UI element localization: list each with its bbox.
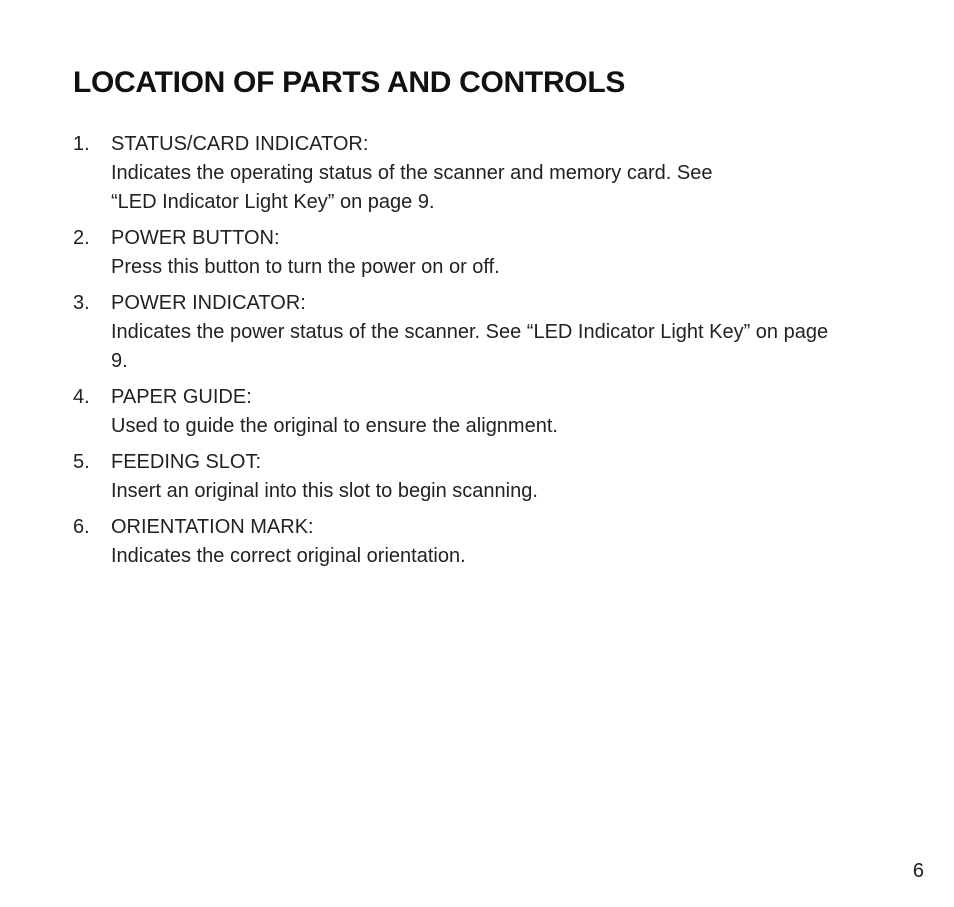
item-body (111, 289, 873, 376)
item-description: Indicates the correct original orientation. (111, 545, 466, 567)
item-label: STATUS/CARD INDICATOR: (111, 133, 369, 155)
item-label: FEEDING SLOT: (111, 451, 262, 473)
item-body (111, 130, 873, 217)
item-body (111, 383, 873, 441)
list-item (73, 448, 873, 506)
item-body (111, 448, 873, 506)
item-body (111, 513, 873, 571)
item-body (111, 224, 873, 282)
item-description: Indicates the operating status of the scanner and memory card. See “LED Indicator Light Key” on page 9. (111, 162, 713, 213)
item-description: Used to guide the original to ensure the alignment. (111, 415, 558, 437)
list-item (73, 513, 873, 571)
item-description: Insert an original into this slot to begin scanning. (111, 480, 538, 502)
list-item (73, 224, 873, 282)
item-label: PAPER GUIDE: (111, 386, 252, 408)
item-label: POWER INDICATOR: (111, 292, 306, 314)
list-item (73, 383, 873, 441)
item-number: 6. (73, 516, 90, 538)
item-description: Press this button to turn the power on or off. (111, 256, 500, 278)
list-item (73, 289, 873, 376)
parts-list (73, 130, 873, 578)
item-number: 1. (73, 133, 90, 155)
page-title: LOCATION OF PARTS AND CONTROLS (73, 66, 626, 99)
item-label: ORIENTATION MARK: (111, 516, 314, 538)
item-number: 2. (73, 227, 90, 249)
item-number: 4. (73, 386, 90, 408)
item-number: 3. (73, 292, 90, 314)
list-item (73, 130, 873, 217)
item-number: 5. (73, 451, 90, 473)
item-label: POWER BUTTON: (111, 227, 280, 249)
page-number: 6 (912, 860, 924, 882)
item-description: Indicates the power status of the scanner. See “LED Indicator Light Key” on page 9. (111, 321, 829, 372)
